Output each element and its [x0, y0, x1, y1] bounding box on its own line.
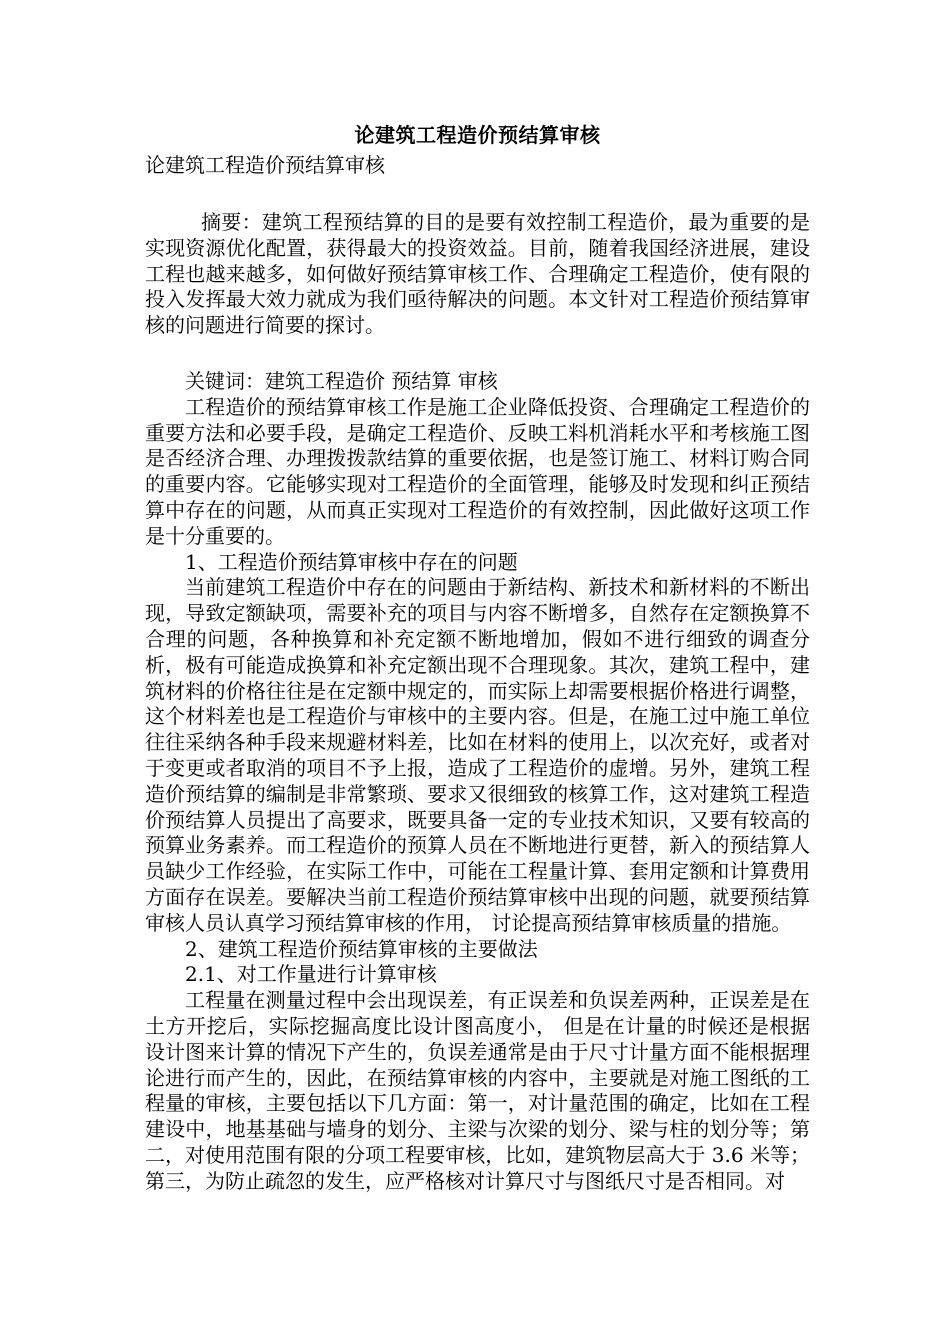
section-1-paragraph: 当前建筑工程造价中存在的问题由于新结构、新技术和新材料的不断出现，导致定额缺项，需要补充的项目与内容不断增多，自然存在定额换算不合理的问题，各种换算和补充定额不断地增加，假如不进行细致的调查分析，极有可能造成换算和补充定额出现不合理现象。其次，建筑工程中，建筑材料的价格往往是在定额中规定的，而实际上却需要根据价格进行调整，这个材料差也是工程造价与审核中的主要内容。但是，在施工过中施工单位往往采纳各种手段来规避材料差，比如在材料的使用上，以次充好，或者对于变更或者取消的项目不予上报，造成了工程造价的虚增。另外，建筑工程造价预结算的编制是非常繁琐、要求又很细致的核算工作，这对建筑工程造价预结算人员提出了高要求，既要具备一定的专业技术知识，又要有较高的预算业务素养。而工程造价的预算人员在不断地进行更替，新入的预结算人员缺少工作经验，在实际工作中，可能在工程量计算、套用定额和计算费用方面存在误差。要解决当前工程造价预结算审核中出现的问题，就要预结算审核人员认真学习预结算审核的作用， 讨论提高预结算审核质量的措施。 [145, 575, 810, 935]
section-1-heading: 1、工程造价预结算审核中存在的问题 [185, 549, 518, 574]
blank-line [145, 180, 810, 210]
section-2-1-heading: 2.1、对工作量进行计算审核 [185, 962, 437, 987]
document-subtitle: 论建筑工程造价预结算审核 [145, 153, 385, 177]
document-page [145, 120, 810, 1194]
abstract-paragraph: 摘要：建筑工程预结算的目的是要有效控制工程造价，最为重要的是实现资源优化配置，获得最大的投资效益。目前，随着我国经济进展，建设工程也越来越多，如何做好预结算审核工作、合理确定工程造价，使有限的投入发挥最大效力就成为我们亟待解决的问题。本文针对工程造价预结算审核的问题进行简要的探讨。 [145, 210, 810, 338]
document-title: 论建筑工程造价预结算审核 [354, 123, 601, 147]
intro-paragraph: 工程造价的预结算审核工作是施工企业降低投资、合理确定工程造价的重要方法和必要手段，是确定工程造价、反映工料机消耗水平和考核施工图是否经济合理、办理拨拨款结算的重要依据，也是签订施工、材料订购合同的重要内容。它能够实现对工程造价的全面管理，能够及时发现和纠正预结算中存在的问题，从而真正实现对工程造价的有效控制，因此做好这项工作是十分重要的。 [145, 394, 810, 548]
section-2-heading: 2、建筑工程造价预结算审核的主要做法 [185, 936, 538, 961]
blank-line [145, 339, 810, 369]
keywords-line: 关键词：建筑工程造价 预结算 审核 [185, 368, 498, 393]
section-2-1-paragraph: 工程量在测量过程中会出现误差，有正误差和负误差两种，正误差是在土方开挖后，实际挖掘高度比设计图高度小， 但是在计量的时候还是根据设计图来计算的情况下产生的，负误差通常是由于尺寸计量方面不能根据理论进行而产生的，因此，在预结算审核的内容中，主要就是对施工图纸的工程量的审核，主要包括以下几方面：第一，对计量范围的确定，比如在工程建设中，地基基础与墙身的划分、主梁与次梁的划分、梁与柱的划分等；第二，对使用范围有限的分项工程要审核，比如，建筑物层高大于 3.6 米等；第三，为防止疏忽的发生，应严格核对计算尺寸与图纸尺寸是否相同。对 [145, 988, 810, 1193]
